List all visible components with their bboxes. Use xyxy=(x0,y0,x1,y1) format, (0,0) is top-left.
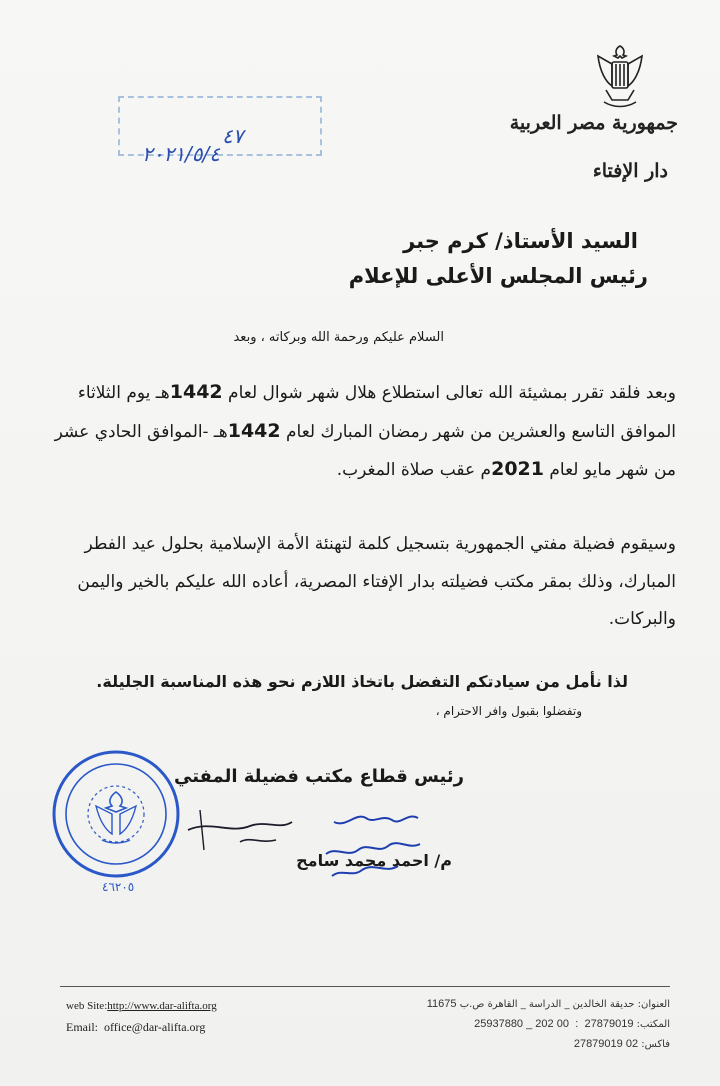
closing-line: لذا نأمل من سيادتكم التفضل باتخاذ اللازم نحو هذه المناسبة الجليلة. xyxy=(96,672,628,691)
gregorian-year: 2021 xyxy=(491,458,544,480)
footer-office-phones: المكتب: 27879019 : 00 202 _ 25937880 xyxy=(474,1018,670,1030)
website-link[interactable]: http://www.dar-alifta.org xyxy=(107,1000,217,1012)
email-label: Email: xyxy=(66,1020,98,1034)
signatory-name: م/ احمد محمد سامح xyxy=(296,851,452,870)
email-address[interactable]: office@dar-alifta.org xyxy=(104,1020,206,1034)
p1-part-a: وبعد فلقد تقرر بمشيئة الله تعالى استطلاع هلال شهر شوال لعام xyxy=(222,383,676,403)
footer-website xyxy=(66,1000,217,1012)
office-phone-1: 27879019 xyxy=(584,1018,634,1030)
stamp-date: ٢٠٢١/٥/٤ xyxy=(142,142,220,166)
footer-address xyxy=(427,998,670,1010)
footer-fax xyxy=(574,1038,670,1050)
fax-phone: 02 27879019 xyxy=(573,1038,639,1050)
seal-number: ٤٦٢٠٥ xyxy=(102,880,135,894)
body-paragraph-1 xyxy=(36,374,676,490)
greeting: السلام عليكم ورحمة الله وبركاته ، وبعد xyxy=(233,330,444,345)
signatory-title: رئيس قطاع مكتب فضيلة المفتي xyxy=(173,766,464,787)
regards-line: وتفضلوا بقبول وافر الاحترام ، xyxy=(435,704,582,718)
eagle-emblem-icon xyxy=(592,42,648,110)
website-label: web Site: xyxy=(66,1000,108,1012)
official-seal-icon xyxy=(50,748,182,880)
handwritten-note xyxy=(308,800,438,900)
p1-part-c: هـ -الموافق الحادي عشر من شهر مايو لعام xyxy=(54,421,676,480)
addressee-title: رئيس المجلس الأعلى للإعلام xyxy=(348,264,648,288)
addressee-name: السيد الأستاذ/ كرم جبر xyxy=(403,229,638,253)
letterhead-country: جمهورية مصر العربية xyxy=(509,112,678,134)
footer-divider xyxy=(60,986,670,987)
body-paragraph-2: وسيقوم فضيلة مفتي الجمهورية بتسجيل كلمة لتهنئة الأمة الإسلامية بحلول عيد الفطر المبارك، وذلك بمقر مكتب فضيلته بدار الإفتاء المصرية، أعاده الله عليكم بالخير واليمن والبركات. xyxy=(77,534,676,629)
hijri-year-2: 1442 xyxy=(227,419,281,442)
stamp-number: ٤٧ xyxy=(222,124,244,148)
office-phone-2: 00 202 _ 25937880 xyxy=(474,1018,569,1030)
footer-email xyxy=(66,1020,205,1035)
handwritten-signature xyxy=(180,800,300,860)
letterhead-institution: دار الإفتاء xyxy=(592,160,668,182)
p1-part-d: م عقب صلاة المغرب. xyxy=(336,460,492,480)
p1-part-b: هـ يوم الثلاثاء الموافق التاسع والعشرين من شهر رمضان المبارك لعام xyxy=(77,383,676,442)
office-label: المكتب: xyxy=(636,1019,670,1030)
po-box: 11675 xyxy=(426,998,457,1010)
fax-label: فاكس: xyxy=(641,1039,670,1050)
hijri-year: 1442 xyxy=(169,381,223,403)
address-label: العنوان: حديقة الخالدين _ الدراسة _ القاهرة ص.ب xyxy=(459,999,670,1010)
